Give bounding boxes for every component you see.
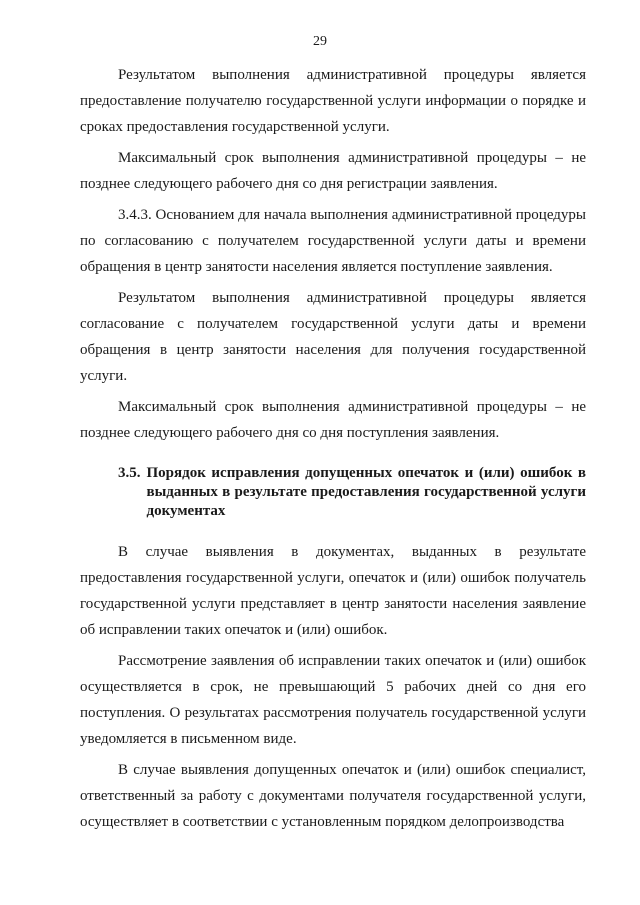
document-body bbox=[80, 62, 586, 840]
paragraph: В случае выявления допущенных опечаток и (или) ошибок специалист, ответственный за работу с документами получателя государственной услуги, осуществляет в соответствии с установленным порядком делопроизводства bbox=[80, 762, 586, 830]
section-title: Порядок исправления допущенных опечаток и (или) ошибок в выданных в результате предоставления государственной услуги документах bbox=[146, 465, 586, 519]
page-number: 29 bbox=[313, 34, 327, 49]
paragraph: Результатом выполнения административной процедуры является предоставление получателю государственной услуги информации о порядке и сроках предоставления государственной услуги. bbox=[80, 67, 586, 135]
paragraph: Максимальный срок выполнения административной процедуры – не позднее следующего рабочего дня со дня поступления заявления. bbox=[80, 399, 586, 441]
paragraph: Рассмотрение заявления об исправлении таких опечаток и (или) ошибок осуществляется в срок, не превышающий 5 рабочих дней со дня его поступления. О результатах рассмотрения получатель государственной услуги уведомляется в письменном виде. bbox=[80, 653, 586, 747]
paragraph: Максимальный срок выполнения административной процедуры – не позднее следующего рабочего дня со дня регистрации заявления. bbox=[80, 150, 586, 192]
paragraph: В случае выявления в документах, выданных в результате предоставления государственной услуги, опечаток и (или) ошибок получатель государственной услуги представляет в центр занятости населения заявление об исправлении таких опечаток и (или) ошибок. bbox=[80, 544, 586, 638]
paragraph: Результатом выполнения административной процедуры является согласование с получателем государственной услуги даты и времени обращения в центр занятости населения для получения государственной услуги. bbox=[80, 290, 586, 384]
section-heading bbox=[80, 464, 586, 521]
section-number: 3.5. bbox=[118, 465, 141, 481]
paragraph: 3.4.3. Основанием для начала выполнения административной процедуры по согласованию с получателем государственной услуги даты и времени обращения в центр занятости населения является поступление заявления. bbox=[80, 207, 586, 275]
